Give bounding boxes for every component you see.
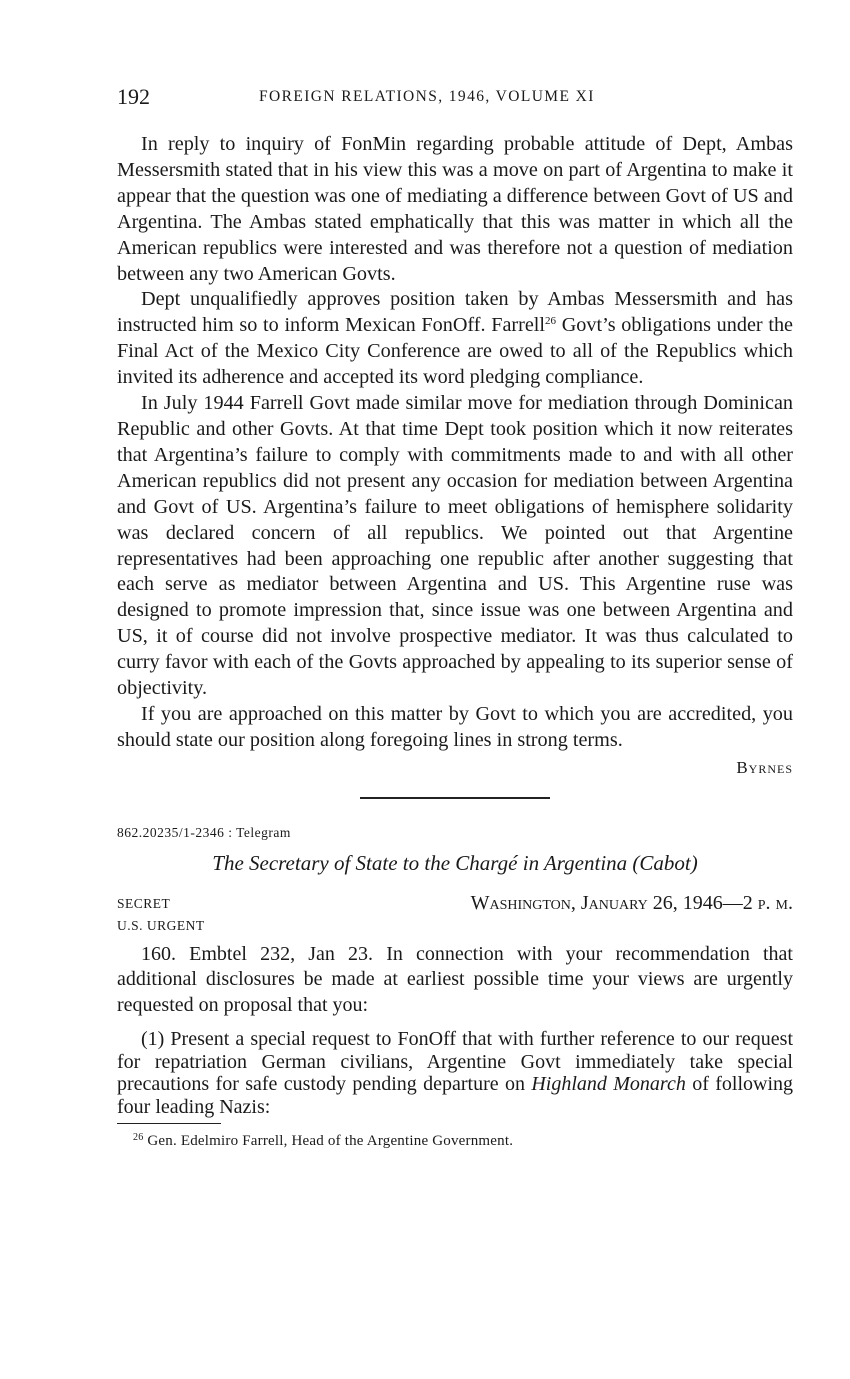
document-title: The Secretary of State to the Chargé in Argentina (Cabot) [212, 850, 698, 875]
paragraph-approval-text-b: Govt’s obligations under the Final Act of the Mexico City Conference are owed to all of the Republics which invited its adherence and accepted its word pledging compliance. [117, 314, 793, 389]
dateline [471, 892, 793, 915]
priority-label: U.S. URGENT [117, 917, 205, 933]
telegram-paragraph-1: 160. Embtel 232, Jan 23. In connection with your recommendation that additional disclosures be made at earliest possible time your views are urgently requested on proposal that you: [117, 942, 793, 1016]
footnote [133, 1132, 793, 1150]
telegram-paragraph-2 [117, 1028, 793, 1118]
paragraph-mediation-history: In July 1944 Farrell Govt made similar move for mediation through Dominican Republic and other Govts. At that time Dept took position which it now reiterates that Argentina’s failure to comply with commitments made to and with all other American republics did not present any occasion for mediation between Argentina and Govt of US. Argentina’s failure to meet obligations of hemisphere solidarity was declared concern of all republics. We pointed out that Argentine representatives had been approaching one republic after another suggesting that each serve as mediator between Argentina and US. This Argentine ruse was designed to promote impression that, since issue was one between Argentina and US, it of course did not involve prospective mediator. It was thus calculated to curry favor with each of the Govts approached by appealing to its superior sense of objectivity. [117, 392, 793, 700]
telegram-paragraph-2-text-b: of following four leading Nazis: [117, 1073, 794, 1118]
paragraph-instructions: If you are approached on this matter by Govt to which you are accredited, you should state our position along foregoing lines in strong terms. [117, 702, 793, 751]
page-number: 192 [117, 84, 150, 109]
paragraph-inquiry: In reply to inquiry of FonMin regarding probable attitude of Dept, Ambas Messersmith stated that in his view this was a move on part of Argentina to make it appear that the question was one of mediating a difference between Govt of US and Argentina. The Ambas stated emphatically that this was matter in which all the American republics were interested and was therefore not a question of mediation between any two American Govts. [117, 133, 793, 285]
footnote-rule [117, 1123, 221, 1124]
signature: Byrnes [736, 757, 793, 777]
footnote-marker: 26 [133, 1132, 144, 1144]
dateline-text: Washington, January 26, 1946—2 p. m. [470, 891, 793, 914]
page-header [117, 84, 793, 114]
document-page [117, 84, 793, 1150]
section-divider [360, 797, 550, 799]
running-title: FOREIGN RELATIONS, 1946, VOLUME XI [259, 88, 595, 105]
document-id: 862.20235/1-2346 : Telegram [117, 824, 291, 840]
dateline-row [117, 892, 793, 916]
paragraph-approval [117, 287, 793, 391]
telegram-paragraph-2-text-a: (1) Present a special request to FonOff that with further reference to our request for repatriation German civilians, Argentine Govt immediately take special precautions for safe custody pending departure on [117, 1028, 793, 1096]
classification-label: SECRET [117, 895, 171, 911]
paragraph-approval-text-a: Dept unqualifiedly approves position taken by Ambas Messersmith and has instructed him so to inform Mexican FonOff. Farrell [117, 288, 793, 337]
footnote-text: Gen. Edelmiro Farrell, Head of the Argentine Government. [147, 1133, 514, 1150]
ship-name: Highland Monarch [531, 1073, 686, 1096]
footnote-reference: 26 [545, 315, 557, 328]
